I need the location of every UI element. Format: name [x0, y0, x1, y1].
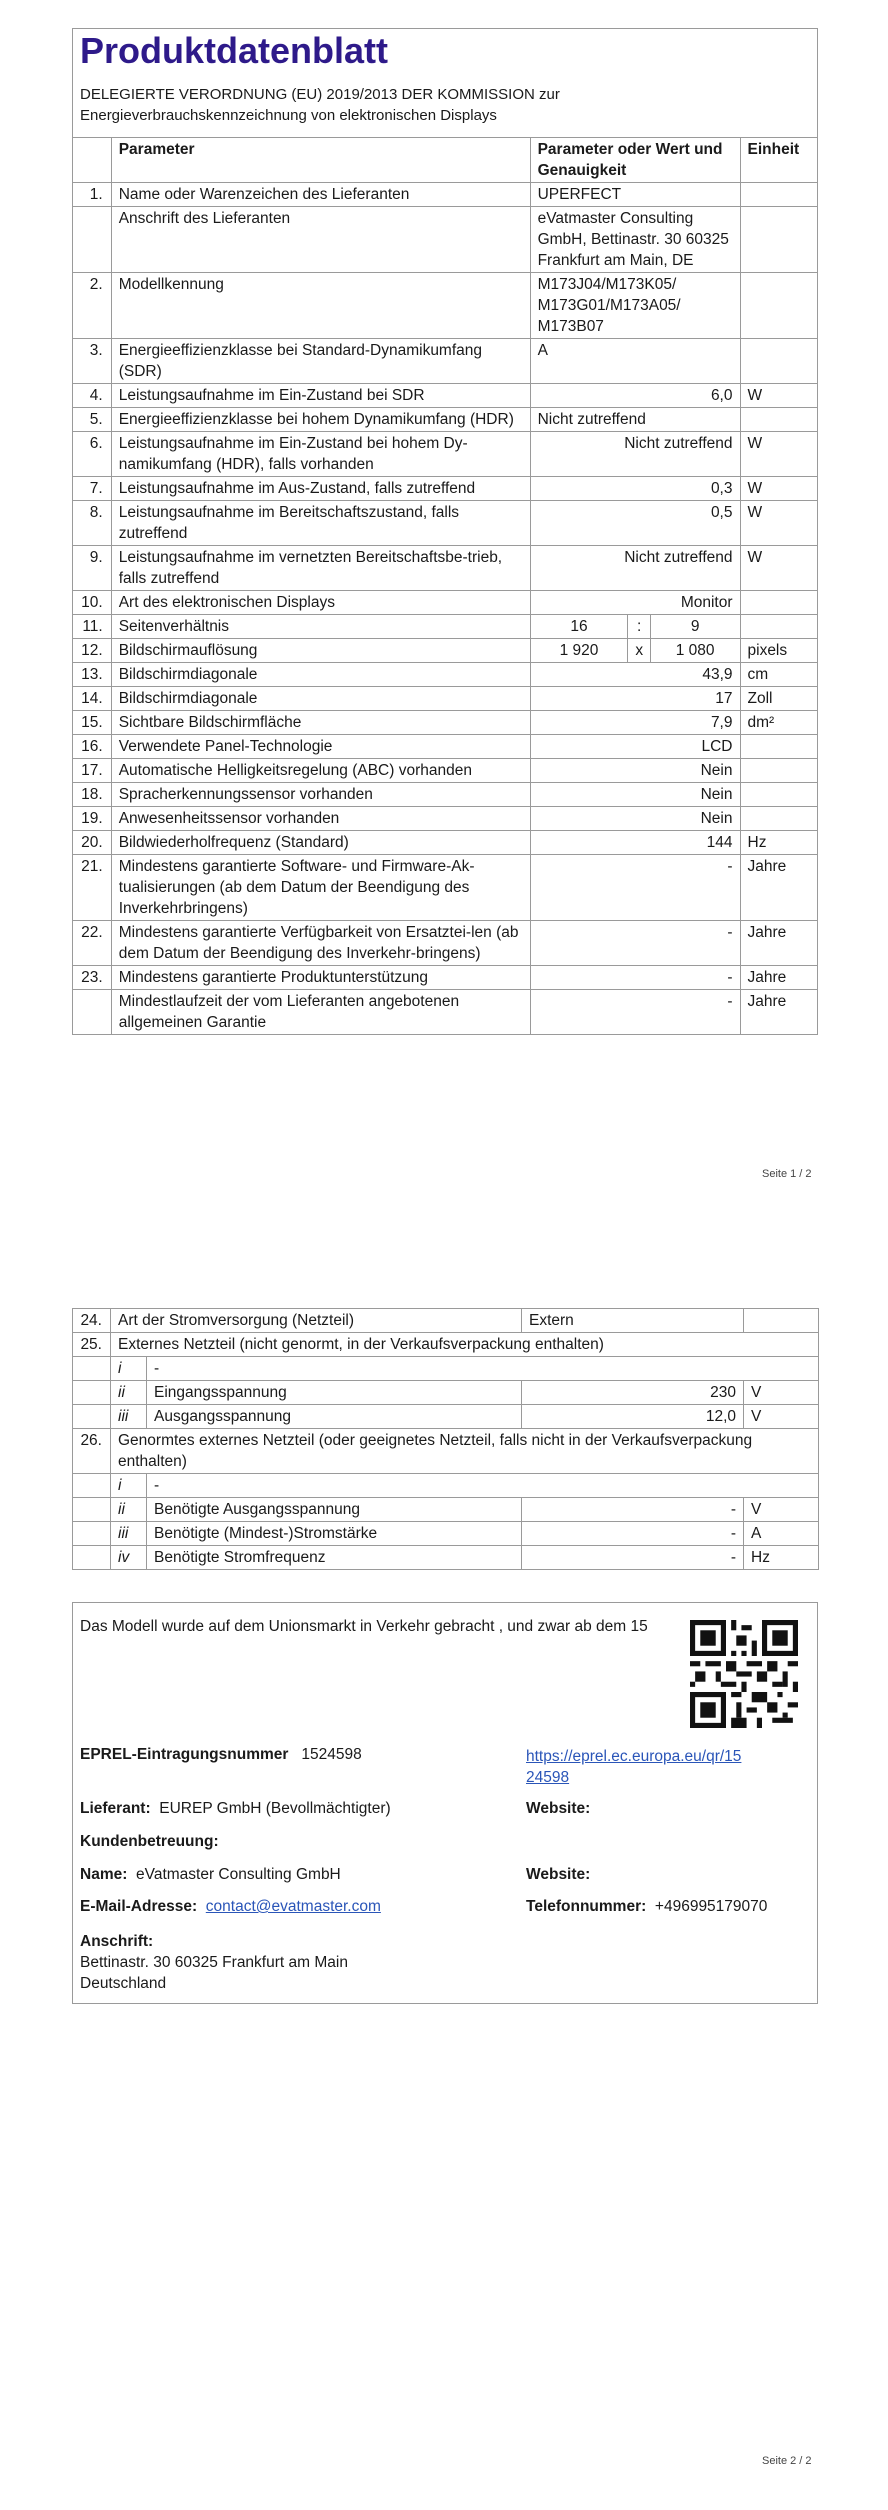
table-row: 16. Verwendete Panel-Technologie LCD — [73, 735, 818, 759]
header-value: Parameter oder Wert und Genauigkeit — [530, 138, 740, 183]
address-line-2: Deutschland — [80, 1975, 167, 1992]
table-row: 10. Art des elektronischen Displays Monitor — [73, 591, 818, 615]
row-parameter: Leistungsaufnahme im Ein-Zustand bei hohem Dy-namikumfang (HDR), falls vorhanden — [111, 432, 530, 477]
row-value: 7,9 — [530, 711, 740, 735]
table-row: 5. Energieeffizienzklasse bei hohem Dynamikumfang (HDR) Nicht zutreffend — [73, 408, 818, 432]
row-parameter: Bildschirmdiagonale — [111, 663, 530, 687]
page-subtitle: DELEGIERTE VERORDNUNG (EU) 2019/2013 DER KOMMISSION zur Energieverbrauchskennzeichnung von elektronischen Displays — [80, 86, 560, 124]
row-parameter: Mindestens garantierte Software- und Firmware-Ak-tualisierungen (ab dem Datum der Beendigung des Inverkehrbringens) — [111, 855, 530, 921]
table-row: 18. Spracherkennungssensor vorhanden Nein — [73, 783, 818, 807]
sub-row: iii Ausgangsspannung 12,0 V — [73, 1405, 819, 1429]
eprel-line — [80, 1746, 362, 1764]
table-row: 14. Bildschirmdiagonale 17 Zoll — [73, 687, 818, 711]
table-row: 12. Bildschirmauflösung 1 920 x 1 080 pixels — [73, 639, 818, 663]
row-parameter: Verwendete Panel-Technologie — [111, 735, 530, 759]
email-label: E-Mail-Adresse: — [80, 1898, 198, 1915]
row-value: Nicht zutreffend — [530, 432, 740, 477]
row-parameter: Anwesenheitssensor vorhanden — [111, 807, 530, 831]
row-unit: Jahre — [740, 855, 818, 921]
table-row: 9. Leistungsaufnahme im vernetzten Bereitschaftsbe-trieb, falls zutreffend Nicht zutreffend W — [73, 546, 818, 591]
table-row: 15. Sichtbare Bildschirmfläche 7,9 dm² — [73, 711, 818, 735]
row-value: Nicht zutreffend — [530, 408, 740, 432]
row-unit — [740, 735, 818, 759]
row-parameter: Bildwiederholfrequenz (Standard) — [111, 831, 530, 855]
row-parameter: Mindestens garantierte Produktunterstützung — [111, 966, 530, 990]
row-parameter: Sichtbare Bildschirmfläche — [111, 711, 530, 735]
email-line — [80, 1898, 381, 1916]
table-row: 21. Mindestens garantierte Software- und Firmware-Ak-tualisierungen (ab dem Datum der Beendigung des Inverkehrbringens) - Jahre — [73, 855, 818, 921]
table-row: 6. Leistungsaufnahme im Ein-Zustand bei hohem Dy-namikumfang (HDR), falls vorhanden Nicht zutreffend W — [73, 432, 818, 477]
page-title: Produktdatenblatt — [80, 30, 389, 71]
table-row: 8. Leistungsaufnahme im Bereitschaftszustand, falls zutreffend 0,5 W — [73, 501, 818, 546]
row-unit: Jahre — [740, 990, 818, 1035]
row-unit: Jahre — [740, 921, 818, 966]
row-value: 144 — [530, 831, 740, 855]
name-label: Name: — [80, 1866, 128, 1883]
row-parameter: Leistungsaufnahme im vernetzten Bereitschaftsbe-trieb, falls zutreffend — [111, 546, 530, 591]
table-row: 7. Leistungsaufnahme im Aus-Zustand, falls zutreffend 0,3 W — [73, 477, 818, 501]
row-parameter: Name oder Warenzeichen des Lieferanten — [111, 183, 530, 207]
spec-table — [72, 137, 818, 1035]
table-row: 13. Bildschirmdiagonale 43,9 cm — [73, 663, 818, 687]
phone-label: Telefonnummer: — [526, 1898, 647, 1915]
header-unit: Einheit — [740, 138, 818, 183]
sub-row: iv Benötigte Stromfrequenz - Hz — [73, 1546, 819, 1570]
qr-code-icon — [690, 1620, 798, 1728]
row-unit: W — [740, 546, 818, 591]
row-parameter: Spracherkennungssensor vorhanden — [111, 783, 530, 807]
row-value: M173J04/M173K05/ M173G01/M173A05/ M173B07 — [530, 273, 740, 339]
row-unit: W — [740, 501, 818, 546]
row-value: Nein — [530, 759, 740, 783]
row-parameter: Modellkennung — [111, 273, 530, 339]
eprel-link-line2[interactable]: 24598 — [526, 1769, 570, 1786]
eprel-link-line1[interactable]: https://eprel.ec.europa.eu/qr/15 — [526, 1748, 742, 1765]
row-unit: Jahre — [740, 966, 818, 990]
table-row: 11. Seitenverhältnis 16 : 9 — [73, 615, 818, 639]
address-block — [80, 1931, 348, 1994]
row-value: - — [530, 990, 740, 1035]
table-row: 23. Mindestens garantierte Produktunterstützung - Jahre — [73, 966, 818, 990]
row-value: - — [530, 966, 740, 990]
supplier-value: EUREP GmbH (Bevollmächtigter) — [159, 1800, 391, 1817]
supplier-line — [80, 1800, 391, 1818]
table-row: 4. Leistungsaufnahme im Ein-Zustand bei SDR 6,0 W — [73, 384, 818, 408]
row-unit: Hz — [740, 831, 818, 855]
sub-row: ii Benötigte Ausgangsspannung - V — [73, 1498, 819, 1522]
page-number-1: Seite 1 / 2 — [762, 1168, 812, 1180]
row-value: Monitor — [530, 591, 740, 615]
website2-label: Website: — [526, 1866, 591, 1883]
table-row: 20. Bildwiederholfrequenz (Standard) 144 Hz — [73, 831, 818, 855]
row-value: 43,9 — [530, 663, 740, 687]
page-number-2: Seite 2 / 2 — [762, 2455, 812, 2467]
row-unit: dm² — [740, 711, 818, 735]
row-unit — [740, 408, 818, 432]
row-unit — [740, 183, 818, 207]
customer-service-label: Kundenbetreuung: — [80, 1833, 219, 1850]
row-parameter: Leistungsaufnahme im Aus-Zustand, falls zutreffend — [111, 477, 530, 501]
table-row: 26. Genormtes externes Netzteil (oder geeignetes Netzteil, falls nicht in der Verkaufsverpackung enthalten) — [73, 1429, 819, 1474]
table-row — [73, 990, 818, 1035]
row-value: UPERFECT — [530, 183, 740, 207]
row-value: 6,0 — [530, 384, 740, 408]
row-value: 0,5 — [530, 501, 740, 546]
table-row: 19. Anwesenheitssensor vorhanden Nein — [73, 807, 818, 831]
row-value: 17 — [530, 687, 740, 711]
row-value: Nicht zutreffend — [530, 546, 740, 591]
row-value: Nein — [530, 807, 740, 831]
row-value: eVatmaster Consulting GmbH, Bettinastr. 30 60325 Frankfurt am Main, DE — [530, 207, 740, 273]
row-value: Nein — [530, 783, 740, 807]
table-row: 1. Name oder Warenzeichen des Lieferanten UPERFECT — [73, 183, 818, 207]
row-unit — [740, 807, 818, 831]
name-value: eVatmaster Consulting GmbH — [136, 1866, 341, 1883]
row-unit — [740, 591, 818, 615]
row-unit: W — [740, 432, 818, 477]
row-unit — [740, 759, 818, 783]
eprel-link[interactable] — [526, 1746, 741, 1788]
table-row: 3. Energieeffizienzklasse bei Standard-Dynamikumfang (SDR) A — [73, 339, 818, 384]
power-supply-table — [72, 1308, 819, 1570]
supplier-label: Lieferant: — [80, 1800, 151, 1817]
row-unit: W — [740, 477, 818, 501]
table-row: 24. Art der Stromversorgung (Netzteil) Extern — [73, 1309, 819, 1333]
row-value: LCD — [530, 735, 740, 759]
sub-row: i - — [73, 1474, 819, 1498]
address-label: Anschrift: — [80, 1933, 154, 1950]
row-value: - — [530, 855, 740, 921]
row-parameter: Automatische Helligkeitsregelung (ABC) vorhanden — [111, 759, 530, 783]
row-value: A — [530, 339, 740, 384]
row-parameter: Leistungsaufnahme im Bereitschaftszustand, falls zutreffend — [111, 501, 530, 546]
table-row: 17. Automatische Helligkeitsregelung (ABC) vorhanden Nein — [73, 759, 818, 783]
market-intro: Das Modell wurde auf dem Unionsmarkt in Verkehr gebracht , und zwar ab dem 15 — [80, 1618, 648, 1635]
row-parameter: Energieeffizienzklasse bei Standard-Dynamikumfang (SDR) — [111, 339, 530, 384]
row-parameter: Mindestlaufzeit der vom Lieferanten angebotenen allgemeinen Garantie — [111, 990, 530, 1035]
row-unit — [740, 783, 818, 807]
eprel-label: EPREL-Eintragungsnummer — [80, 1746, 289, 1763]
row-unit — [740, 273, 818, 339]
table-row — [73, 207, 818, 273]
row-unit: Zoll — [740, 687, 818, 711]
row-parameter: Energieeffizienzklasse bei hohem Dynamikumfang (HDR) — [111, 408, 530, 432]
row-unit: cm — [740, 663, 818, 687]
row-parameter: Leistungsaufnahme im Ein-Zustand bei SDR — [111, 384, 530, 408]
website-label: Website: — [526, 1800, 591, 1817]
table-row: 2. Modellkennung M173J04/M173K05/ M173G01/M173A05/ M173B07 — [73, 273, 818, 339]
row-value: 0,3 — [530, 477, 740, 501]
sub-row: ii Eingangsspannung 230 V — [73, 1381, 819, 1405]
row-parameter: Mindestens garantierte Verfügbarkeit von Ersatztei-len (ab dem Datum der Beendigung des Inverkehr-bringens) — [111, 921, 530, 966]
address-line-1: Bettinastr. 30 60325 Frankfurt am Main — [80, 1954, 348, 1971]
row-value: - — [530, 921, 740, 966]
phone-line — [526, 1898, 767, 1916]
row-unit: W — [740, 384, 818, 408]
sub-row: i - — [73, 1357, 819, 1381]
row-unit — [740, 207, 818, 273]
table-row: 22. Mindestens garantierte Verfügbarkeit von Ersatztei-len (ab dem Datum der Beendigung des Inverkehr-bringens) - Jahre — [73, 921, 818, 966]
header-parameter: Parameter — [111, 138, 530, 183]
email-link[interactable]: contact@evatmaster.com — [205, 1898, 381, 1915]
table-row: 25. Externes Netzteil (nicht genormt, in der Verkaufsverpackung enthalten) — [73, 1333, 819, 1357]
sub-row: iii Benötigte (Mindest-)Stromstärke - A — [73, 1522, 819, 1546]
eprel-number: 1524598 — [301, 1746, 362, 1763]
name-line — [80, 1866, 341, 1884]
row-parameter: Anschrift des Lieferanten — [111, 207, 530, 273]
row-unit — [740, 339, 818, 384]
table-header-row — [73, 138, 818, 183]
row-parameter: Bildschirmdiagonale — [111, 687, 530, 711]
phone-value: +496995179070 — [654, 1898, 768, 1915]
row-parameter: Art des elektronischen Displays — [111, 591, 530, 615]
